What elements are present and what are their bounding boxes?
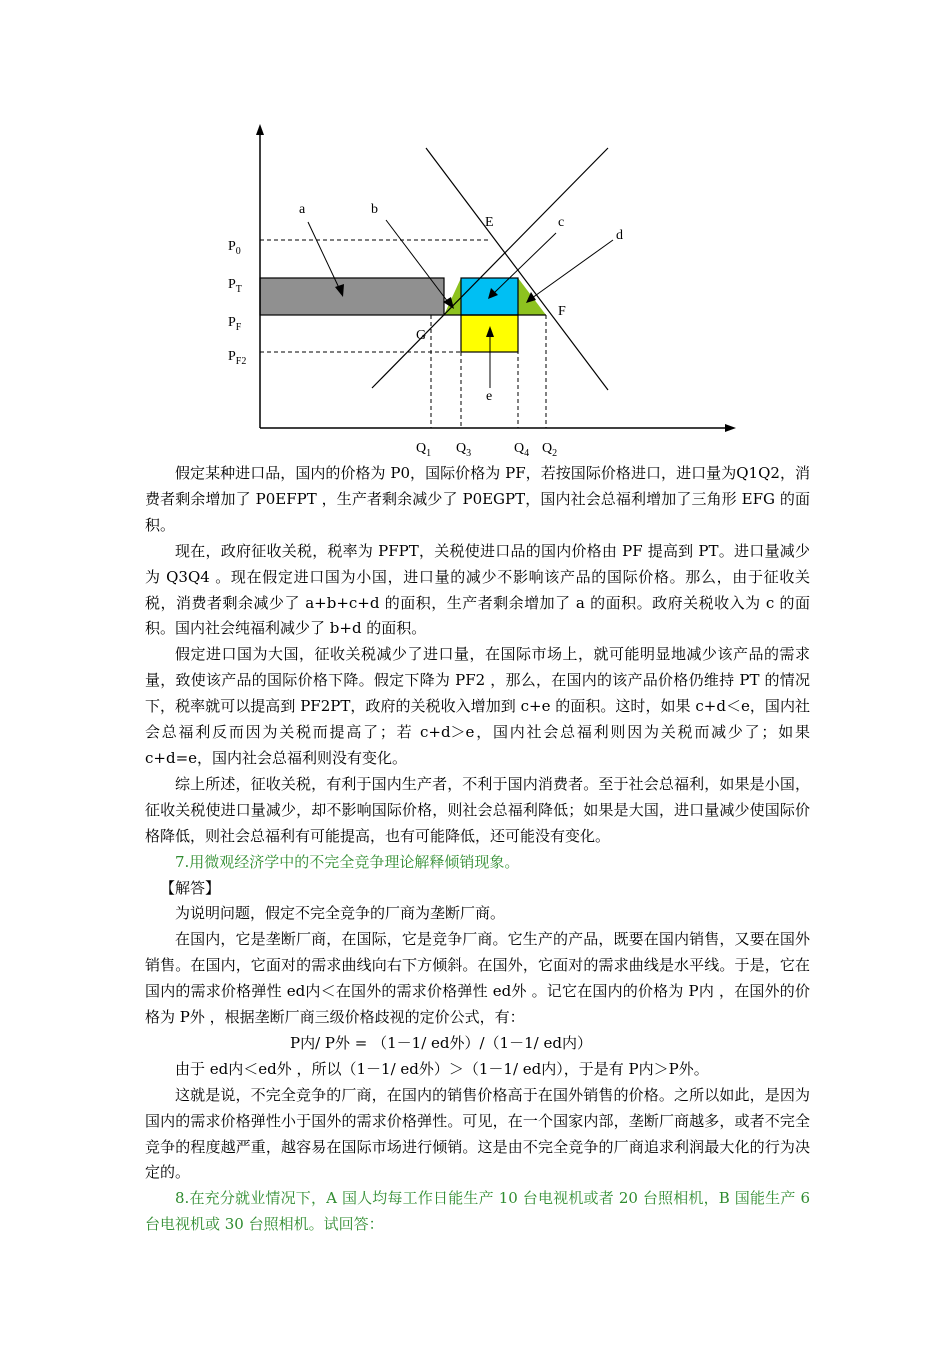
quantity-label-Q4: $Q_4$	[514, 441, 530, 459]
quantity-label-Q1: $Q_1$	[416, 441, 432, 459]
paragraph-small-country-tariff: 现在，政府征收关税，税率为 PFPT，关税使进口品的国内价格由 PF 提高到 PT。进口量减少为 Q3Q4 。现在假定进口国为小国，进口量的减少不影响该产品的国际价格。那么，由于征收关税，消费者剩余减少了 a+b+c+d 的面积，生产者剩余增加了 a 的面积。政府关税收入为 c 的面积。国内社会纯福利减少了 b+d 的面积。	[145, 541, 810, 638]
quantity-label-Q3: $Q_3$	[456, 441, 472, 459]
price-label-PF: $P_F$	[228, 315, 242, 333]
label-c: c	[558, 215, 565, 230]
question-7: 7.用微观经济学中的不完全竞争理论解释倾销现象。	[175, 852, 520, 871]
price-discrimination-formula: P内/ P外 = （1－1/ ed外）/（1－1/ ed内）	[290, 1033, 592, 1052]
label-a: a	[299, 202, 306, 217]
point-E: E	[485, 215, 494, 230]
tariff-welfare-diagram	[0, 0, 952, 460]
label-d: d	[616, 228, 623, 243]
paragraph-derivation: 由于 ed内＜ed外 ，所以（1－1/ ed外）＞（1－1/ ed内），于是有 P内＞P外。	[175, 1059, 709, 1078]
paragraph-import-surplus: 假定某种进口品，国内的价格为 P0，国际价格为 PF，若按国际价格进口，进口量为Q1Q2，消费者剩余增加了 P0EFPT ，生产者剩余减少了 P0EGPT，国内社会总福利增加了三角形 EFG 的面积。	[145, 464, 810, 534]
demand-curve	[426, 148, 608, 390]
point-G: G	[416, 328, 427, 343]
price-label-PT: $P_T$	[228, 277, 242, 295]
x-axis-arrowhead	[725, 424, 736, 432]
area-a	[260, 278, 444, 315]
area-b	[444, 278, 461, 315]
label-e: e	[486, 389, 493, 404]
paragraph-dumping-conclusion: 这就是说，不完全竞争的厂商，在国内的销售价格高于在国外销售的价格。之所以如此，是因为国内的需求价格弹性小于国外的需求价格弹性。可见，在一个国家内部，垄断厂商越多，或者不完全竞争的程度越严重，越容易在国际市场进行倾销。这是由不完全竞争的厂商追求利润最大化的行为决定的。	[145, 1085, 810, 1182]
document-body	[145, 461, 810, 1238]
question-8: 8.在充分就业情况下，A 国人均每工作日能生产 10 台电视机或者 20 台照相机，B 国能生产 6 台电视机或 30 台照相机。试回答：	[145, 1189, 810, 1234]
paragraph-summary: 综上所述，征收关税，有利于国内生产者，不利于国内消费者。至于社会总福利，如果是小国，征收关税使进口量减少，却不影响国际价格，则社会总福利降低；如果是大国，进口量减少使国际价格降低，则社会总福利有可能提高，也有可能降低，还可能没有变化。	[145, 774, 810, 845]
price-label-P0: $P_0$	[228, 239, 241, 257]
y-axis-arrowhead	[256, 124, 264, 135]
paragraph-assumption: 为说明问题，假定不完全竞争的厂商为垄断厂商。	[175, 904, 506, 923]
price-label-PF2: $P_{F2}$	[228, 349, 247, 367]
answer-label: 【解答】	[160, 878, 221, 897]
label-b: b	[371, 202, 378, 217]
point-F: F	[558, 304, 566, 319]
quantity-label-Q2: $Q_2$	[542, 441, 558, 459]
paragraph-monopoly-elasticity: 在国内，它是垄断厂商，在国际，它是竞争厂商。它生产的产品，既要在国内销售，又要在国外销售。在国内，它面对的需求曲线向右下方倾斜。在国外，它面对的需求曲线是水平线。于是，它在国内的需求价格弹性 ed内＜在国外的需求价格弹性 ed外 。记它在国内的价格为 P内 ，在国外的价格为 P外 ，根据垄断厂商三级价格歧视的定价公式，有：	[145, 930, 810, 1027]
paragraph-large-country-tariff: 假定进口国为大国，征收关税减少了进口量，在国际市场上，就可能明显地减少该产品的需求量，致使该产品的国际价格下降。假定下降为 PF2 ，那么，在国内的该产品价格仍维持 PT 的情况下，税率就可以提高到 PF2PT，政府的关税收入增加到 c+e 的面积。这时，如果 c+d＜e，国内社会总福利反而因为关税而提高了；若 c+d＞e，国内社会总福利则因为关税而减少了；如果 c+d=e，国内社会总福利则没有变化。	[145, 645, 810, 767]
